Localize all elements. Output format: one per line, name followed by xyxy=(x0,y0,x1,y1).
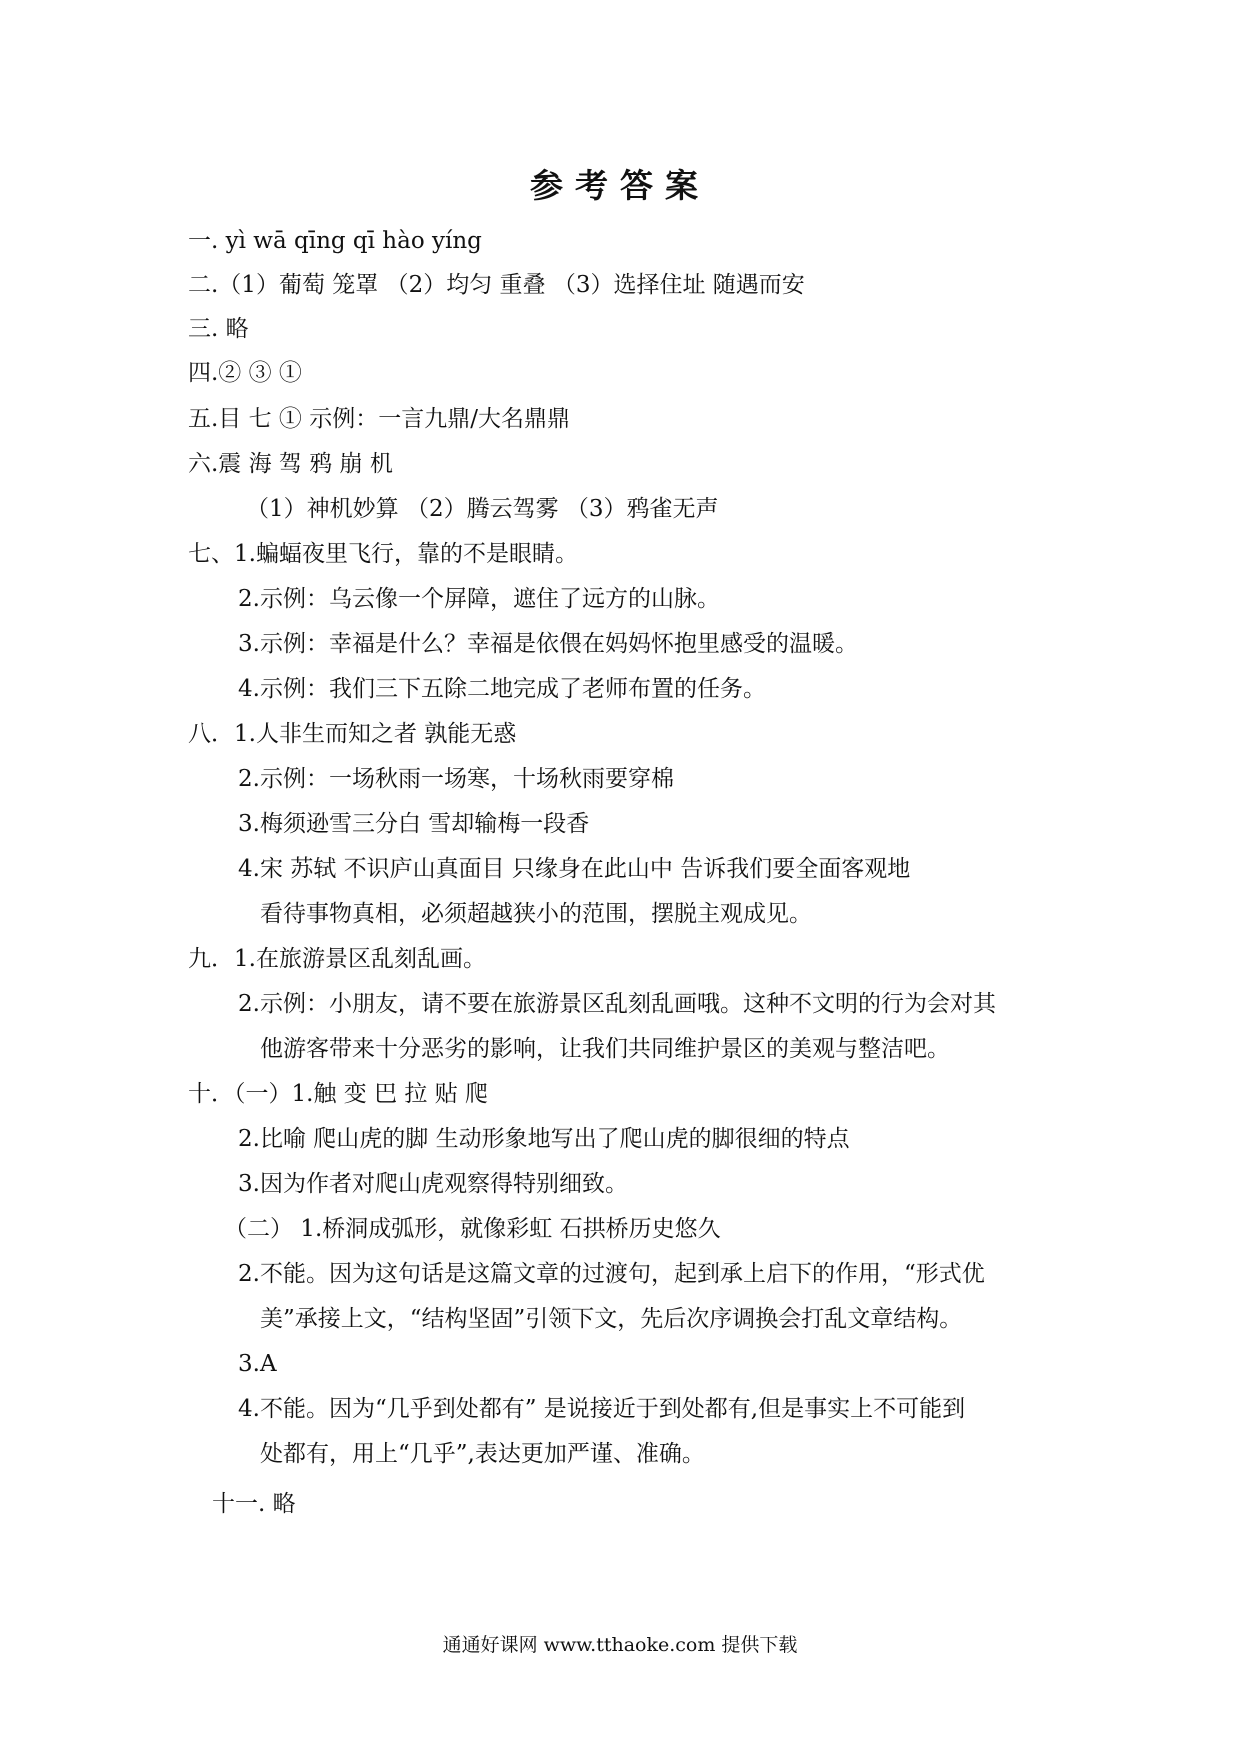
answer-line: 十．（一）1.触 变 巴 拉 贴 爬 xyxy=(188,1081,488,1107)
answer-line: 3.A xyxy=(238,1351,277,1377)
footer-source: 通通好课网 www.tthaoke.com 提供下载 xyxy=(442,1634,798,1656)
answer-line: 八．1.人非生而知之者 孰能无惑 xyxy=(188,721,517,747)
answer-line: 2.示例：乌云像一个屏障，遮住了远方的山脉。 xyxy=(238,586,720,612)
answer-line: 3.梅须逊雪三分白 雪却输梅一段香 xyxy=(238,811,590,837)
answer-line: 处都有，用上“几乎”,表达更加严谨、准确。 xyxy=(260,1441,705,1467)
answer-line: 2.不能。因为这句话是这篇文章的过渡句，起到承上启下的作用，“形式优 xyxy=(238,1261,985,1287)
answer-line: （二） 1.桥洞成弧形，就像彩虹 石拱桥历史悠久 xyxy=(224,1216,721,1242)
answer-line: 3.示例：幸福是什么？幸福是依偎在妈妈怀抱里感受的温暖。 xyxy=(238,631,858,657)
answer-line: 六.震 海 驾 鸦 崩 机 xyxy=(188,451,393,477)
answer-line: 2.示例：小朋友，请不要在旅游景区乱刻乱画哦。这种不文明的行为会对其 xyxy=(238,991,996,1017)
answer-line: 一. yì wā qīng qī hào yíng xyxy=(188,228,482,254)
answer-line: 他游客带来十分恶劣的影响，让我们共同维护景区的美观与整洁吧。 xyxy=(260,1036,950,1062)
answer-line: 七、1.蝙蝠夜里飞行，靠的不是眼睛。 xyxy=(188,541,578,567)
answer-line: 美”承接上文，“结构坚固”引领下文，先后次序调换会打乱文章结构。 xyxy=(260,1306,963,1332)
answer-line: 九．1.在旅游景区乱刻乱画。 xyxy=(188,946,486,972)
answer-line: 十一. 略 xyxy=(212,1491,296,1517)
answer-line: 2.示例：一场秋雨一场寒，十场秋雨要穿棉 xyxy=(238,766,674,792)
answer-line: 4.宋 苏轼 不识庐山真面目 只缘身在此山中 告诉我们要全面客观地 xyxy=(238,856,911,882)
answer-line: 2.比喻 爬山虎的脚 生动形象地写出了爬山虎的脚很细的特点 xyxy=(238,1126,850,1152)
answer-line: 4.不能。因为“几乎到处都有” 是说接近于到处都有,但是事实上不可能到 xyxy=(238,1396,966,1422)
answer-line: 三. 略 xyxy=(188,316,249,342)
answer-line: （1）神机妙算 （2）腾云驾雾 （3）鸦雀无声 xyxy=(246,496,719,522)
answer-line: 四.② ③ ① xyxy=(188,360,302,386)
page-title: 参考答案 xyxy=(530,166,710,205)
answer-line: 4.示例：我们三下五除二地完成了老师布置的任务。 xyxy=(238,676,766,702)
answer-line: 二.（1）葡萄 笼罩 （2）均匀 重叠 （3）选择住址 随遇而安 xyxy=(188,272,805,298)
answer-line: 五.目 七 ① 示例：一言九鼎/大名鼎鼎 xyxy=(188,406,570,432)
answer-line: 3.因为作者对爬山虎观察得特别细致。 xyxy=(238,1171,628,1197)
answer-line: 看待事物真相，必须超越狭小的范围，摆脱主观成见。 xyxy=(260,901,812,927)
